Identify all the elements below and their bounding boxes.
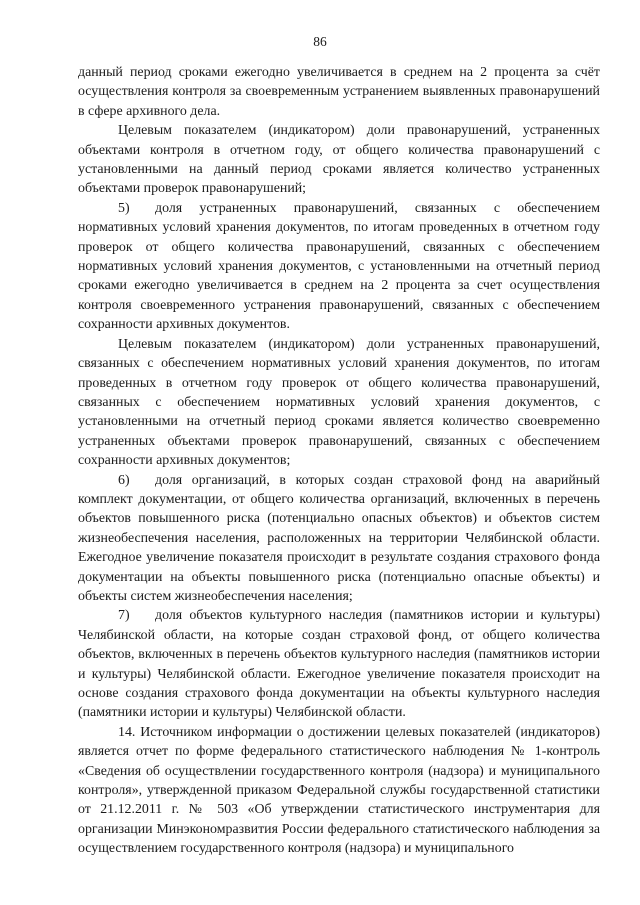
paragraph-indicator-violations: Целевым показателем (индикатором) доли правонарушений, устраненных объектами контроля в отчетном году, от общего количества правонарушений с установленными на данный период сроками является количество устраненных объектами проверок правонарушений;: [78, 123, 600, 197]
document-body: [78, 63, 600, 859]
paragraph-indicator-storage-violations: Целевым показателем (индикатором) доли устраненных правонарушений, связанных с обеспечением нормативных условий хранения документов, по итогам проведенных в отчетном году проверок от общего количества правонарушений, связанных с обеспечением нормативных условий хранения документов, с установленными на отчетный период сроками является количество своевременно устраненных объектами проверок правонарушений, связанных с обеспечением сохранности архивных документов;: [78, 336, 600, 469]
paragraph-continuation: данный период сроками ежегодно увеличивается в среднем на 2 процента за счёт осуществления контроля за своевременным устранением выявленных правонарушений в сфере архивного дела.: [78, 65, 600, 119]
list-item-6: [78, 471, 600, 607]
list-item-number: 7): [118, 608, 130, 624]
list-item-text: доля организаций, в которых создан страховой фонд на аварийный комплект документации, от общего количества организаций, включенных в перечень объектов повышенного риска (потенциально опасных объектов) и объектов систем жизнеобеспечения населения, расположенных на территории Челябинской области. Ежегодное увеличение показателя происходит в результате создания страхового фонда документации на объекты повышенного риска (потенциально опасные объекты) и объекты систем жизнеобеспечения населения;: [78, 472, 600, 604]
list-item-7: [78, 606, 600, 722]
paragraph-section-14: 14. Источником информации о достижении целевых показателей (индикаторов) является отчет по форме федерального статистического наблюдения № 1-контроль «Сведения об осуществлении государственного контроля (надзора) и муниципального контроля», утвержденной приказом Федеральной службы государственной статистики от 21.12.2011 г. № 503 «Об утверждении статистического инструментария для организации Минэкономразвития России федерального статистического наблюдения за осуществлением государственного контроля (надзора) и муниципального: [78, 724, 600, 857]
list-item-number: 5): [118, 200, 130, 216]
list-item-text: доля устраненных правонарушений, связанных с обеспечением нормативных условий хранения документов, по итогам проведенных в отчетном году проверок от общего количества правонарушений, связанных с обеспечением нормативных условий хранения документов, с установленными на отчетный период сроками ежегодно увеличивается в среднем на 2 процента за счет осуществления контроля своевременного устранения правонарушений, связанных с обеспечением сохранности архивных документов.: [78, 200, 600, 333]
page-number: 86: [313, 34, 327, 49]
list-item-text: доля объектов культурного наследия (памятников истории и культуры) Челябинской области, на которые создан страховой фонд, от общего количества объектов, включенных в перечень объектов культурного наследия (памятников истории и культуры) Челябинской области. Ежегодное увеличение показателя происходит на основе создания страхового фонда документации на объекты культурного наследия (памятники истории и культуры) Челябинской области.: [78, 608, 600, 721]
list-item-number: 6): [118, 472, 130, 488]
list-item-5: [78, 199, 600, 335]
